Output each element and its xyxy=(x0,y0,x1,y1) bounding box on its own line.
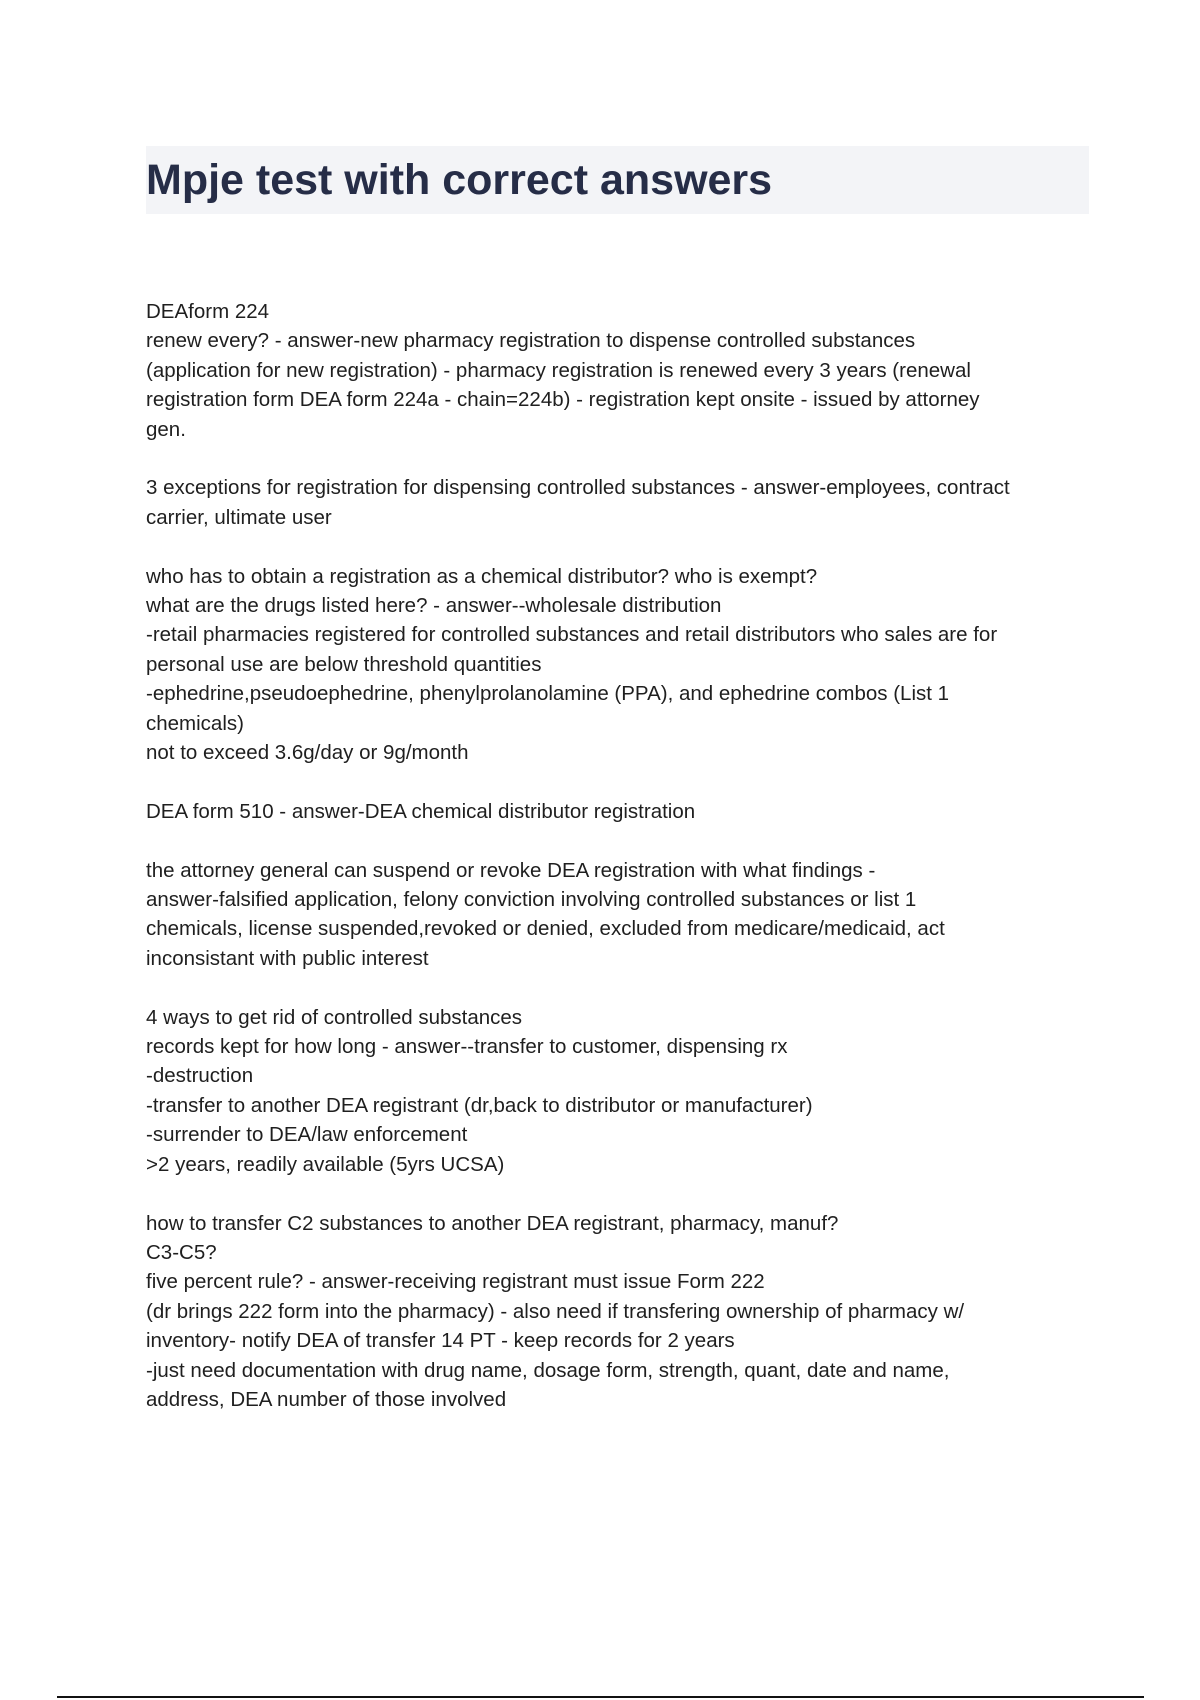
qa-block-dea-form-510 xyxy=(146,797,1091,826)
text-line: the attorney general can suspend or revoke DEA registration with what findings - xyxy=(146,858,876,882)
qa-block-c2-transfer xyxy=(146,1209,1091,1415)
text-line: -just need documentation with drug name, dosage form, strength, quant, date and name, xyxy=(146,1358,950,1382)
qa-block-deaform-224 xyxy=(146,297,1091,444)
text-line: -destruction xyxy=(146,1064,254,1088)
text-line: what are the drugs listed here? - answer--wholesale distribution xyxy=(146,594,722,618)
qa-block-suspend-revoke xyxy=(146,856,1091,974)
text-line: address, DEA number of those involved xyxy=(146,1387,507,1411)
qa-block-registration-exceptions xyxy=(146,473,1091,532)
text-line: (application for new registration) - pharmacy registration is renewed every 3 years (renewal xyxy=(146,358,971,382)
qa-block-chemical-distributor xyxy=(146,562,1091,768)
text-line: (dr brings 222 form into the pharmacy) - also need if transfering ownership of pharmacy w/ xyxy=(146,1299,965,1323)
text-line: registration form DEA form 224a - chain=224b) - registration kept onsite - issued by attorney xyxy=(146,388,980,412)
text-line: >2 years, readily available (5yrs UCSA) xyxy=(146,1152,505,1176)
text-line: five percent rule? - answer-receiving registrant must issue Form 222 xyxy=(146,1270,765,1294)
text-line: how to transfer C2 substances to another DEA registrant, pharmacy, manuf? xyxy=(146,1211,839,1235)
text-line: gen. xyxy=(146,417,186,441)
text-line: DEA form 510 - answer-DEA chemical distributor registration xyxy=(146,799,696,823)
page-bottom-divider xyxy=(57,1696,1144,1698)
text-line: -surrender to DEA/law enforcement xyxy=(146,1123,468,1147)
text-line: 3 exceptions for registration for dispensing controlled substances - answer-employees, contract xyxy=(146,476,1010,500)
text-line: records kept for how long - answer--transfer to customer, dispensing rx xyxy=(146,1035,788,1059)
qa-block-disposal xyxy=(146,1003,1091,1179)
text-line: carrier, ultimate user xyxy=(146,505,332,529)
text-line: -transfer to another DEA registrant (dr,back to distributor or manufacturer) xyxy=(146,1093,813,1117)
text-line: DEAform 224 xyxy=(146,300,270,323)
text-line: chemicals, license suspended,revoked or denied, excluded from medicare/medicaid, act xyxy=(146,917,945,941)
text-line: -retail pharmacies registered for controlled substances and retail distributors who sales are for xyxy=(146,623,998,647)
text-line: C3-C5? xyxy=(146,1240,217,1264)
text-line: not to exceed 3.6g/day or 9g/month xyxy=(146,741,469,765)
text-line: -ephedrine,pseudoephedrine, phenylprolanolamine (PPA), and ephedrine combos (List 1 xyxy=(146,682,950,706)
text-line: personal use are below threshold quantities xyxy=(146,652,542,676)
text-line: inventory- notify DEA of transfer 14 PT - keep records for 2 years xyxy=(146,1329,735,1353)
text-line: answer-falsified application, felony conviction involving controlled substances or list 1 xyxy=(146,888,917,912)
text-line: renew every? - answer-new pharmacy registration to dispense controlled substances xyxy=(146,329,916,353)
page-title: Mpje test with correct answers xyxy=(146,156,773,204)
document-body xyxy=(146,297,1091,1444)
text-line: chemicals) xyxy=(146,711,244,735)
text-line: 4 ways to get rid of controlled substances xyxy=(146,1005,523,1029)
text-line: inconsistant with public interest xyxy=(146,946,429,970)
text-line: who has to obtain a registration as a chemical distributor? who is exempt? xyxy=(146,564,818,588)
